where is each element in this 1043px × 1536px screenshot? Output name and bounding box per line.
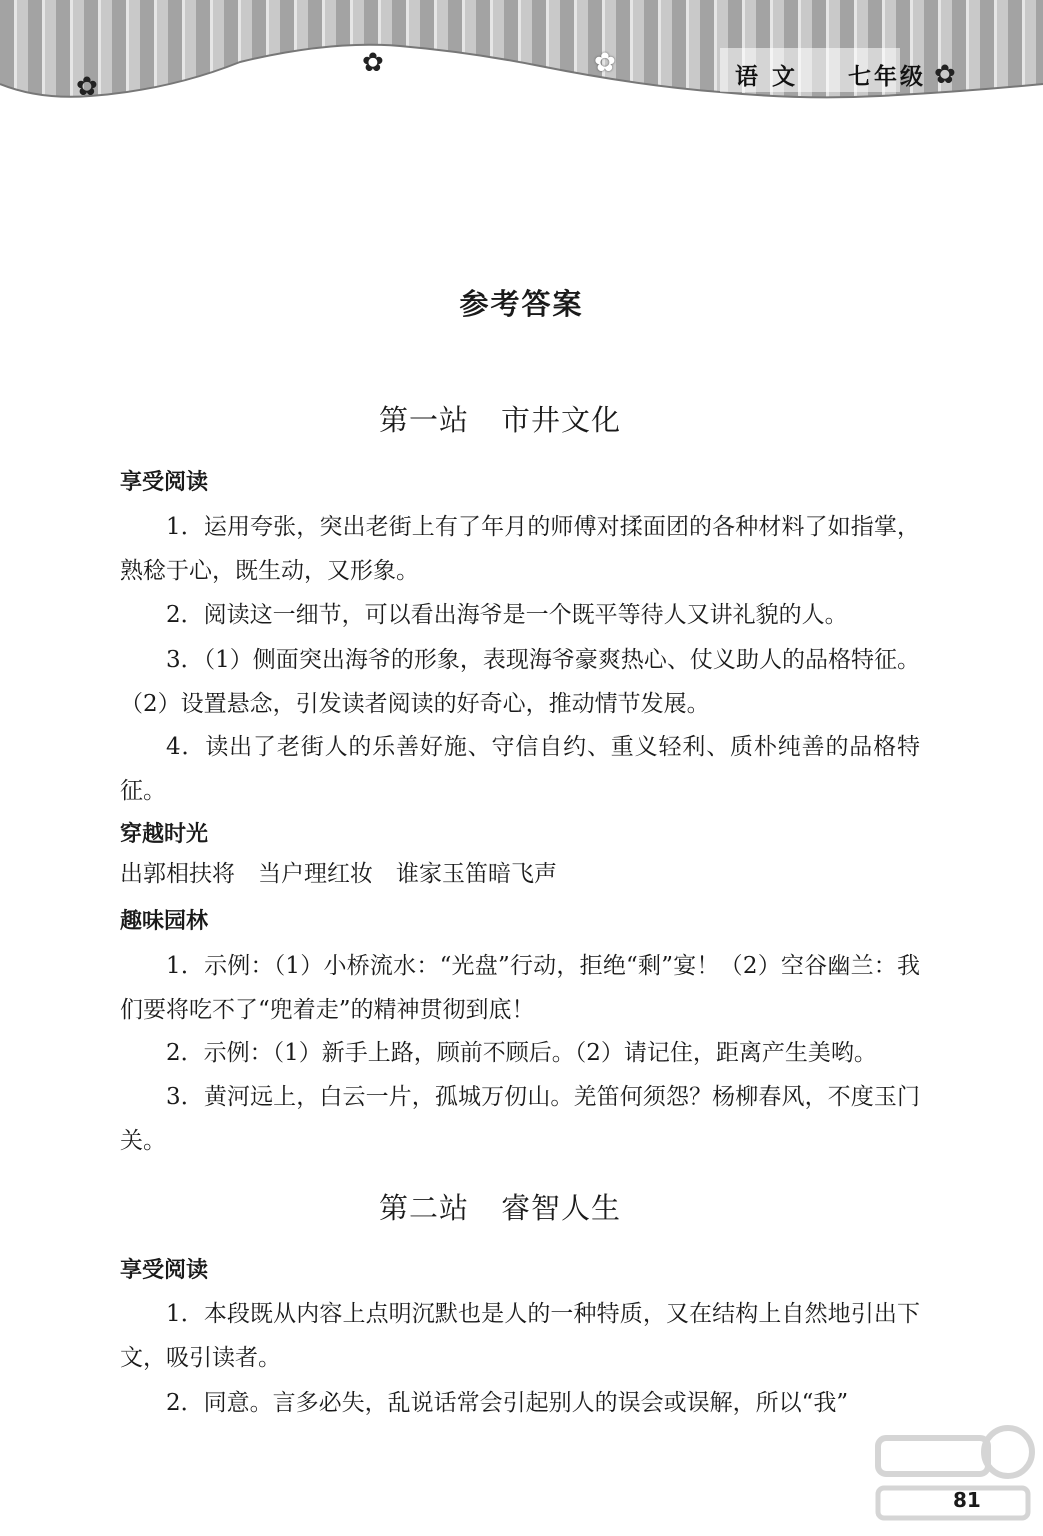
answer-paragraph: 2．示例：（1）新手上路，顾前不顾后。（2）请记住，距离产生美哟。 xyxy=(166,1040,877,1066)
header-banner xyxy=(0,0,1043,112)
answer-paragraph: 3．（1）侧面突出海爷的形象，表现海爷豪爽热心、仗义助人的品格特征。（2）设置悬念，引发读者阅读的好奇心，推动情节发展。 xyxy=(120,647,920,717)
answer-paragraph: 1．运用夸张，突出老街上有了年月的师傅对揉面团的各种材料了如指掌，熟稔于心，既生动，又形象。 xyxy=(120,514,920,584)
answer-paragraph: 1．示例：（1）小桥流水：“光盘”行动，拒绝“剩”宴！（2）空谷幽兰：我们要将吃不了“兜着走”的精神贯彻到底！ xyxy=(120,953,920,1023)
header-grade: 七年级 xyxy=(848,64,927,90)
section-title xyxy=(0,1186,1000,1227)
flower-ornament-icon: ✿ xyxy=(594,48,616,78)
page-number: 81 xyxy=(953,1488,981,1512)
flower-ornament-icon: ✿ xyxy=(362,48,384,78)
section-station: 第二站 xyxy=(378,1191,469,1225)
section-station: 第一站 xyxy=(378,403,469,437)
answer-paragraph: 4．读出了老街人的乐善好施、守信自约、重义轻利、质朴纯善的品格特征。 xyxy=(120,734,920,804)
watermark-logo-icon xyxy=(868,1418,1038,1530)
subsection-heading: 趣味园林 xyxy=(120,909,209,934)
answer-paragraph: 1．本段既从内容上点明沉默也是人的一种特质，又在结构上自然地引出下文，吸引读者。 xyxy=(120,1301,920,1371)
subsection-heading: 穿越时光 xyxy=(120,822,209,847)
answer-paragraph: 2．阅读这一细节，可以看出海爷是一个既平等待人又讲礼貌的人。 xyxy=(166,602,848,628)
header-subject: 语 文 xyxy=(735,64,799,90)
answer-paragraph: 3．黄河远上，白云一片，孤城万仞山。羌笛何须怨？杨柳春风，不度玉门关。 xyxy=(120,1084,920,1154)
page-title: 参考答案 xyxy=(459,287,584,321)
header-label xyxy=(735,58,926,91)
section-name: 睿智人生 xyxy=(501,1191,622,1225)
subsection-heading: 享受阅读 xyxy=(120,1258,209,1283)
subsection-heading: 享受阅读 xyxy=(120,470,209,495)
answer-paragraph: 出郭相扶将 当户理红妆 谁家玉笛暗飞声 xyxy=(120,861,557,887)
section-name: 市井文化 xyxy=(501,403,622,437)
section-title xyxy=(0,398,1000,439)
answer-paragraph: 2．同意。言多必失，乱说话常会引起别人的误会或误解，所以“我” xyxy=(166,1390,849,1416)
flower-ornament-icon: ✿ xyxy=(76,72,98,102)
flower-ornament-icon: ✿ xyxy=(934,60,956,90)
